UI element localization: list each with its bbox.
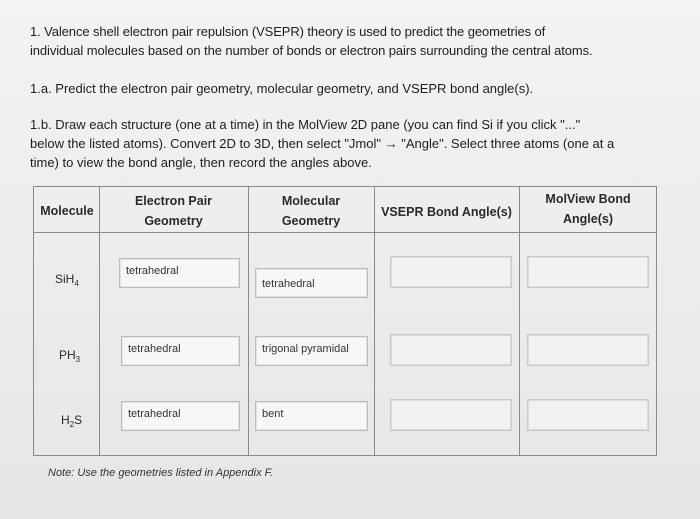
mg-input-sih4[interactable]: tetrahedral — [255, 268, 368, 298]
mg-input-ph3[interactable]: trigonal pyramidal — [255, 336, 368, 366]
table-border-bottom — [33, 455, 657, 456]
question-1b-line-2: below the listed atoms). Convert 2D to 3D, then select "Jmol" → "Angle". Select three atoms (one at a — [30, 136, 615, 151]
molview-input-ph3[interactable] — [527, 334, 649, 366]
header-molecular-line1: Molecular — [281, 194, 341, 208]
epg-input-ph3[interactable]: tetrahedral — [121, 336, 240, 366]
header-molecule: Molecule — [40, 204, 94, 218]
table-border-top — [33, 186, 657, 187]
question-1-line-2: individual molecules based on the number of bonds or electron pairs surrounding the central atoms. — [30, 43, 593, 58]
geometry-table — [33, 186, 657, 456]
vsepr-input-sih4[interactable] — [390, 256, 512, 288]
column-divider-3 — [374, 186, 375, 456]
molecule-ph3: $PH_3$ — [59, 348, 81, 364]
table-header-divider — [33, 232, 657, 233]
molecule-h2s: $H_2S$ — [61, 413, 83, 429]
header-molview-line1: MolView Bond — [545, 192, 631, 206]
question-1b-line-3: time) to view the bond angle, then record the angles above. — [30, 155, 372, 170]
header-molecular-line2: Geometry — [281, 214, 341, 228]
question-1a: 1.a. Predict the electron pair geometry, molecular geometry, and VSEPR bond angle(s). — [30, 81, 534, 96]
vsepr-input-h2s[interactable] — [390, 399, 512, 431]
molecule-sih4: SiH$_4$ — [55, 272, 79, 288]
mg-input-h2s[interactable]: bent — [255, 401, 368, 431]
question-1-line-1: 1. Valence shell electron pair repulsion (VSEPR) theory is used to predict the geometries of — [30, 24, 546, 39]
question-1b-line-1: 1.b. Draw each structure (one at a time) in the MolView 2D pane (you can find Si if you click "..." — [30, 117, 581, 132]
header-electron-pair-line1: Electron Pair — [134, 194, 213, 208]
header-electron-pair-line2: Geometry — [144, 214, 203, 228]
header-vsepr-bond-angle: VSEPR Bond Angle(s) — [381, 205, 512, 219]
appendix-note: Note: Use the geometries listed in Appendix F. — [48, 467, 274, 479]
header-molview-line2: Angle(s) — [563, 212, 613, 226]
epg-input-sih4[interactable]: tetrahedral — [119, 258, 240, 288]
epg-input-h2s[interactable]: tetrahedral — [121, 401, 240, 431]
table-border-left — [33, 186, 34, 456]
molview-input-sih4[interactable] — [527, 256, 649, 288]
vsepr-input-ph3[interactable] — [390, 334, 512, 366]
molview-input-h2s[interactable] — [527, 399, 649, 431]
